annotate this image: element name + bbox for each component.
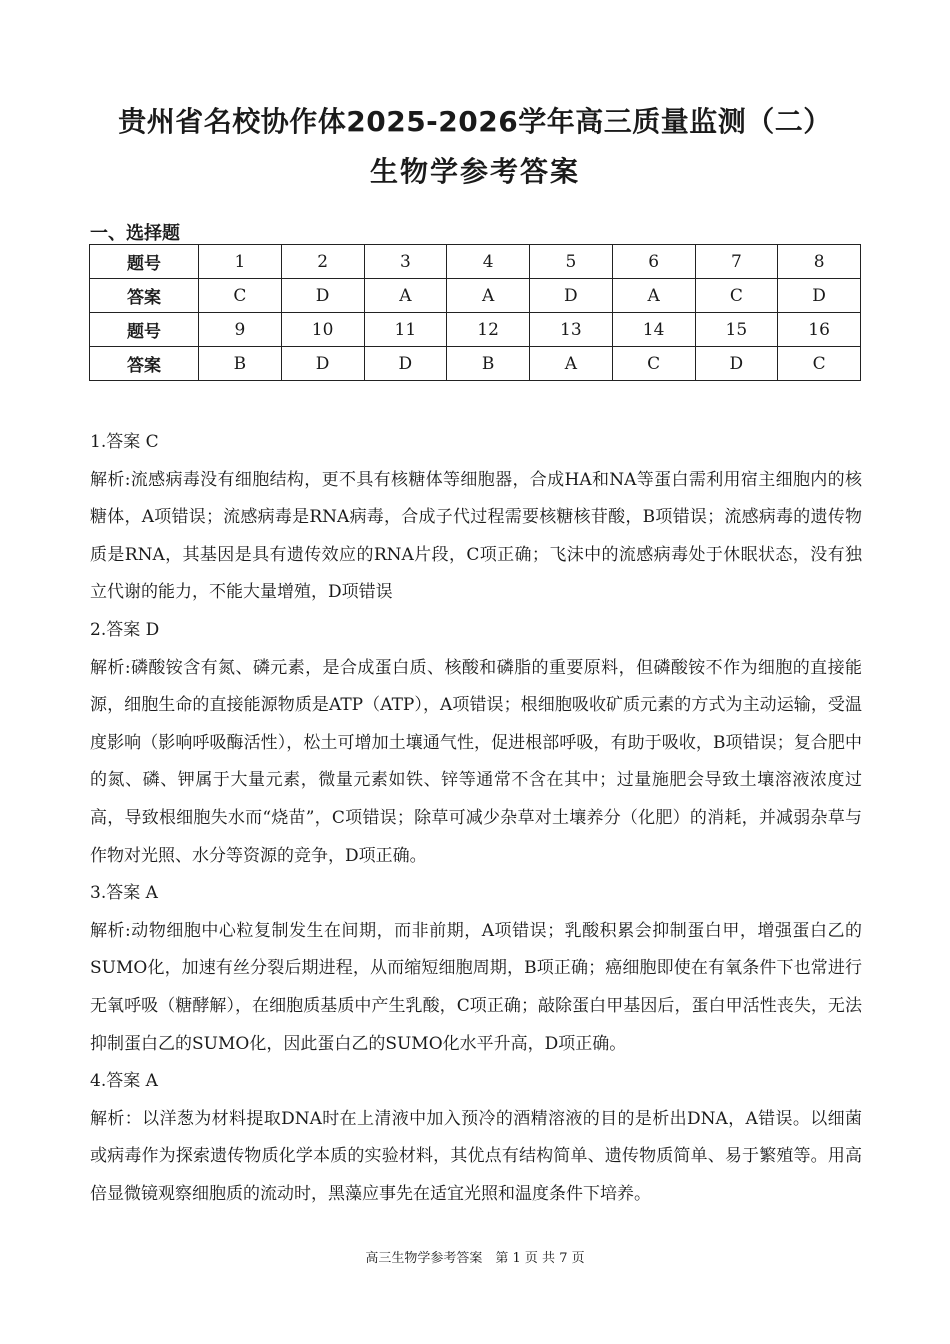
question-number: 12 — [447, 313, 530, 347]
answer-cell: D — [281, 347, 364, 381]
explanations — [90, 424, 862, 1213]
answer-cell: A — [612, 279, 695, 313]
question-number: 2 — [281, 245, 364, 279]
question-number: 7 — [695, 245, 778, 279]
document-title: 贵州省名校协作体2025-2026学年高三质量监测（二） — [118, 105, 832, 138]
row-label-answer: 答案 — [90, 279, 199, 313]
answer-cell: C — [695, 279, 778, 313]
table-row — [90, 313, 861, 347]
answer-cell: C — [199, 279, 282, 313]
answer-cell: C — [778, 347, 861, 381]
question-number: 15 — [695, 313, 778, 347]
answer-heading: 4.答案 A — [90, 1071, 158, 1092]
explanation-item — [90, 612, 862, 875]
question-number: 3 — [364, 245, 447, 279]
answer-heading: 2.答案 D — [90, 619, 160, 640]
question-number: 10 — [281, 313, 364, 347]
row-label-answer: 答案 — [90, 347, 199, 381]
table-row — [90, 347, 861, 381]
explanation-text: 解析：以洋葱为材料提取DNA时在上清液中加入预冷的酒精溶液的目的是析出DNA，A错误。以细菌或病毒作为探索遗传物质化学本质的实验材料，其优点有结构简单、遗传物质简单、易于繁殖等。用高倍显微镜观察细胞质的流动时，黑藻应事先在适宜光照和温度条件下培养。 — [90, 1108, 862, 1204]
answer-cell: C — [612, 347, 695, 381]
explanation-item — [90, 875, 862, 1063]
section-heading-multiple-choice: 一、选择题 — [90, 223, 180, 244]
answer-cell: D — [281, 279, 364, 313]
answer-cell: A — [364, 279, 447, 313]
question-number: 6 — [612, 245, 695, 279]
question-number: 5 — [530, 245, 613, 279]
explanation-item — [90, 424, 862, 612]
question-number: 9 — [199, 313, 282, 347]
question-number: 13 — [530, 313, 613, 347]
row-label-number: 题号 — [90, 313, 199, 347]
answer-cell: B — [447, 347, 530, 381]
answer-heading: 1.答案 C — [90, 432, 159, 452]
explanation-text: 解析:流感病毒没有细胞结构，更不具有核糖体等细胞器，合成HA和NA等蛋白需利用宿主细胞内的核糖体，A项错误；流感病毒是RNA病毒，合成子代过程需要核糖核苷酸，B项错误；流感病毒的遗传物质是RNA，其基因是具有遗传效应的RNA片段，C项正确；飞沫中的流感病毒处于休眠状态，没有独立代谢的能力，不能大量增殖，D项错误 — [90, 469, 862, 603]
answer-cell: D — [695, 347, 778, 381]
answer-cell: A — [530, 347, 613, 381]
answer-heading: 3.答案 A — [90, 883, 158, 904]
answer-cell: D — [364, 347, 447, 381]
question-number: 8 — [778, 245, 861, 279]
answer-cell: B — [199, 347, 282, 381]
answer-table — [89, 244, 861, 381]
table-row — [90, 245, 861, 279]
document-subtitle: 生物学参考答案 — [369, 155, 580, 188]
question-number: 4 — [447, 245, 530, 279]
question-number: 16 — [778, 313, 861, 347]
question-number: 1 — [199, 245, 282, 279]
question-number: 14 — [612, 313, 695, 347]
question-number: 11 — [364, 313, 447, 347]
page-footer: 高三生物学参考答案 第 1 页 共 7 页 — [365, 1251, 585, 1266]
explanation-text: 解析:磷酸铵含有氮、磷元素，是合成蛋白质、核酸和磷脂的重要原料，但磷酸铵不作为细胞的直接能源，细胞生命的直接能源物质是ATP（ATP），A项错误；根细胞吸收矿质元素的方式为主动运输，受温度影响（影响呼吸酶活性），松土可增加土壤通气性，促进根部呼吸，有助于吸收，B项错误；复合肥中的氮、磷、钾属于大量元素，微量元素如铁、锌等通常不含在其中；过量施肥会导致土壤溶液浓度过高，导致根细胞失水而“烧苗”，C项错误；除草可减少杂草对土壤养分（化肥）的消耗，并减弱杂草与作物对光照、水分等资源的竞争，D项正确。 — [90, 657, 862, 866]
answer-cell: A — [447, 279, 530, 313]
explanation-item — [90, 1063, 862, 1213]
row-label-number: 题号 — [90, 245, 199, 279]
answer-cell: D — [778, 279, 861, 313]
answer-cell: D — [530, 279, 613, 313]
explanation-text: 解析:动物细胞中心粒复制发生在间期，而非前期，A项错误；乳酸积累会抑制蛋白甲，增强蛋白乙的SUMO化，加速有丝分裂后期进程，从而缩短细胞周期，B项正确；癌细胞即使在有氧条件下也常进行无氧呼吸（糖酵解），在细胞质基质中产生乳酸，C项正确；敲除蛋白甲基因后，蛋白甲活性丧失，无法抑制蛋白乙的SUMO化，因此蛋白乙的SUMO化水平升高，D项正确。 — [90, 920, 862, 1054]
table-row — [90, 279, 861, 313]
